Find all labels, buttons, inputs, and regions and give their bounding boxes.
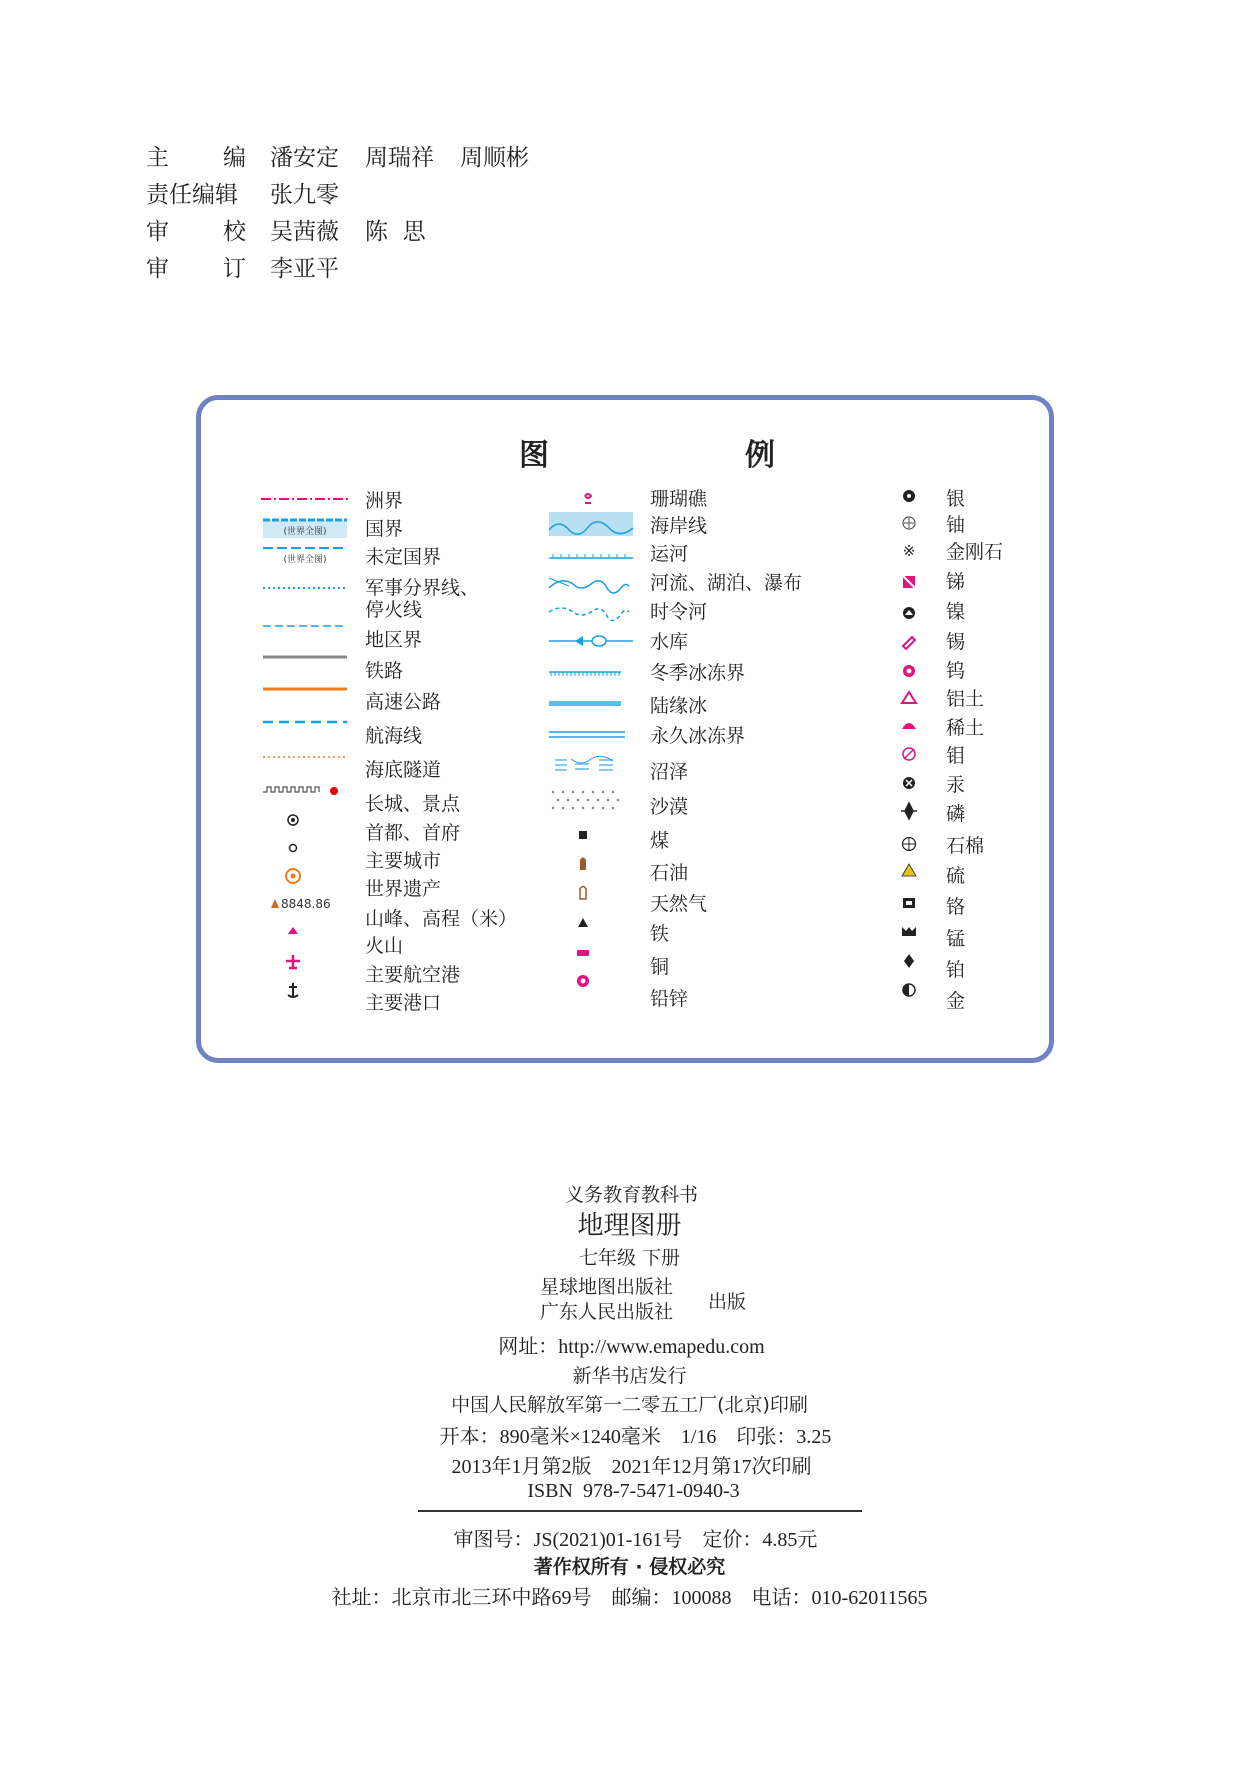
gas-symbol bbox=[580, 887, 586, 900]
volcano-symbol bbox=[288, 927, 298, 934]
legend-label-c2-17: 铅锌 bbox=[650, 988, 689, 1010]
names: 吴茜薇 陈 思 bbox=[270, 219, 426, 245]
legend-label-c3-17: 铂 bbox=[946, 959, 966, 981]
legend-label-c2-1: 珊瑚礁 bbox=[650, 488, 708, 510]
platinum-symbol bbox=[904, 954, 914, 968]
iron-symbol bbox=[578, 918, 588, 927]
legend-label-c3-6: 锡 bbox=[946, 631, 966, 653]
great-wall-symbol bbox=[263, 787, 319, 792]
legend-label-5: 地区界 bbox=[365, 629, 423, 651]
legend-label-c3-18: 金 bbox=[946, 990, 966, 1012]
legend-label-c3-15: 铬 bbox=[946, 896, 966, 918]
legend-label-c3-3: 金刚石 bbox=[946, 541, 1004, 563]
diamond-symbol: ※ bbox=[902, 542, 916, 560]
format-line: 开本：890毫米×1240毫米 1/16 印张：3.25 bbox=[439, 1426, 832, 1448]
publishers: 星球地图出版社 广东人民出版社 bbox=[540, 1276, 674, 1323]
coral-reef-symbol bbox=[585, 494, 591, 503]
legend-label-6: 铁路 bbox=[365, 660, 404, 682]
legend-label-c3-4: 锑 bbox=[946, 571, 966, 593]
book-title: 地理图册 bbox=[577, 1211, 682, 1241]
legend-label-c2-7: 冬季冰冻界 bbox=[650, 662, 746, 684]
legend-label-c3-1: 银 bbox=[946, 488, 966, 510]
legend-label-4: 军事分界线、 bbox=[365, 577, 480, 599]
rare-earth-symbol bbox=[902, 723, 916, 729]
legend-label-c3-9: 稀土 bbox=[946, 717, 985, 739]
legend-col1-symbols bbox=[251, 450, 361, 1040]
legend-label-4b: 停火线 bbox=[365, 599, 423, 621]
legend-label-c2-5: 时令河 bbox=[650, 601, 708, 623]
tin-symbol bbox=[903, 637, 915, 649]
rights-line: 著作权所有 · 侵权必究 bbox=[533, 1556, 726, 1578]
legend-label-11: 首都、首府 bbox=[365, 822, 461, 844]
role-label: 责任编辑 bbox=[146, 182, 238, 208]
phosphorus-symbol bbox=[901, 803, 917, 819]
desert-symbol bbox=[553, 792, 618, 808]
legend-col3-symbols bbox=[889, 450, 929, 1040]
legend-label-c2-6: 水库 bbox=[650, 631, 689, 653]
legend-label-3: 未定国界 bbox=[365, 546, 442, 568]
city-symbol bbox=[290, 845, 297, 852]
credit-row-responsible bbox=[146, 177, 555, 214]
legend-label-9: 海底隧道 bbox=[365, 759, 442, 781]
legend-col2-symbols bbox=[541, 450, 641, 1040]
legend-label-c3-2: 铀 bbox=[946, 514, 966, 536]
legend-label-c3-11: 汞 bbox=[946, 774, 966, 796]
legend-label-c3-10: 钼 bbox=[946, 745, 966, 767]
copper-symbol bbox=[577, 950, 589, 956]
approval-line: 审图号：JS(2021)01-161号 定价：4.85元 bbox=[453, 1529, 818, 1551]
world-map-tag-2: (世界全图) bbox=[283, 555, 327, 565]
manganese-symbol bbox=[902, 927, 916, 936]
address-line: 社址：北京市北三环中路69号 邮编：100088 电话：010-62011565 bbox=[331, 1587, 928, 1609]
legend-label-c2-14: 天然气 bbox=[650, 893, 708, 915]
legend-label-c2-12: 煤 bbox=[650, 830, 670, 852]
legend-label-17: 主要港口 bbox=[365, 992, 442, 1014]
legend-label-c3-12: 磷 bbox=[946, 803, 966, 825]
names: 潘安定 周瑞祥 周顺彬 bbox=[270, 145, 529, 171]
legend-label-7: 高速公路 bbox=[365, 691, 442, 713]
legend-label-c2-4: 河流、湖泊、瀑布 bbox=[650, 572, 803, 594]
grade-line: 七年级 下册 bbox=[578, 1247, 681, 1269]
publish-word: 出版 bbox=[708, 1291, 747, 1313]
shelf-ice-symbol bbox=[549, 701, 621, 706]
legend-label-c3-13: 石棉 bbox=[946, 835, 985, 857]
world-map-tag-1: (世界全图) bbox=[283, 527, 327, 537]
legend-label-13: 世界遗产 bbox=[365, 878, 442, 900]
printer-line: 中国人民解放军第一二零五工厂(北京)印刷 bbox=[451, 1394, 808, 1416]
port-symbol bbox=[288, 983, 298, 997]
credit-row-proofread bbox=[146, 214, 555, 251]
oil-symbol bbox=[580, 858, 586, 871]
legend-label-c2-16: 铜 bbox=[650, 956, 670, 978]
bauxite-symbol bbox=[902, 692, 916, 703]
divider-rule bbox=[418, 1510, 862, 1512]
distributor-line: 新华书店发行 bbox=[572, 1365, 687, 1387]
website-line: 网址：http://www.emapedu.com bbox=[498, 1336, 765, 1358]
legend-label-14: 山峰、高程（米） bbox=[365, 908, 518, 930]
seasonal-river-symbol bbox=[549, 608, 629, 621]
legend-label-c2-9: 永久冰冻界 bbox=[650, 725, 746, 747]
legend-label-c2-15: 铁 bbox=[650, 923, 670, 945]
map-legend: 图 例 (世界全图) (世界全图) 8848.86 洲界 国界 未定国界 军事分界线、 停火线 地区界 铁路 高速公路 航海线 海底隧道 长城、景点 首都、首府 主要城市 世界遗产 山峰、高程（米） 火山 主要航空港 主要港口 珊瑚礁 海岸线 运河 河流、湖泊、瀑布 时令河 水库 冬季冰冻界 陆缘冰 永久冰冻界 沼泽 沙漠 煤 石油 天然气 铁 铜 铅锌 ※ 银 铀 金刚石 锑 镍 锡 钨 铝土 稀土 钼 汞 磷 石棉 硫 铬 锰 铂 金 bbox=[196, 395, 1054, 1063]
role-label: 审 校 bbox=[146, 219, 246, 245]
credit-row-editor bbox=[146, 140, 555, 177]
legend-label-c2-3: 运河 bbox=[650, 543, 689, 565]
legend-label-1: 洲界 bbox=[365, 490, 404, 512]
legend-label-c3-7: 钨 bbox=[946, 660, 966, 682]
coal-symbol bbox=[579, 831, 587, 839]
credit-row-review bbox=[146, 251, 555, 288]
role-label: 主 编 bbox=[146, 145, 246, 171]
legend-label-12: 主要城市 bbox=[365, 850, 442, 872]
legend-label-8: 航海线 bbox=[365, 725, 423, 747]
legend-label-c2-11: 沙漠 bbox=[650, 796, 689, 818]
series-line: 义务教育教科书 bbox=[564, 1184, 698, 1206]
legend-label-c3-14: 硫 bbox=[946, 865, 966, 887]
names: 李亚平 bbox=[270, 256, 339, 282]
airport-symbol bbox=[286, 955, 300, 969]
peak-elevation: 8848.86 bbox=[281, 897, 331, 911]
legend-label-c2-13: 石油 bbox=[650, 862, 689, 884]
edition-line: 2013年1月第2版 2021年12月第17次印刷 bbox=[451, 1456, 812, 1478]
legend-label-c2-2: 海岸线 bbox=[650, 515, 708, 537]
sulfur-symbol bbox=[902, 864, 916, 876]
peak-symbol bbox=[271, 899, 279, 908]
scenic-spot-symbol bbox=[330, 787, 338, 795]
legend-label-c3-16: 锰 bbox=[946, 928, 966, 950]
names: 张九零 bbox=[270, 182, 339, 208]
legend-label-10: 长城、景点 bbox=[365, 793, 461, 815]
credits-block bbox=[146, 140, 555, 288]
legend-label-c3-5: 镍 bbox=[946, 601, 966, 623]
swamp-symbol bbox=[555, 760, 613, 770]
legend-label-15: 火山 bbox=[365, 935, 404, 957]
role-label: 审 订 bbox=[146, 256, 246, 282]
legend-label-c2-8: 陆缘冰 bbox=[650, 695, 708, 717]
legend-label-c3-8: 铝土 bbox=[946, 688, 985, 710]
isbn-line: ISBN 978-7-5471-0940-3 bbox=[527, 1480, 740, 1502]
legend-label-16: 主要航空港 bbox=[365, 964, 461, 986]
legend-label-c2-10: 沼泽 bbox=[650, 761, 689, 783]
legend-label-2: 国界 bbox=[365, 518, 404, 540]
